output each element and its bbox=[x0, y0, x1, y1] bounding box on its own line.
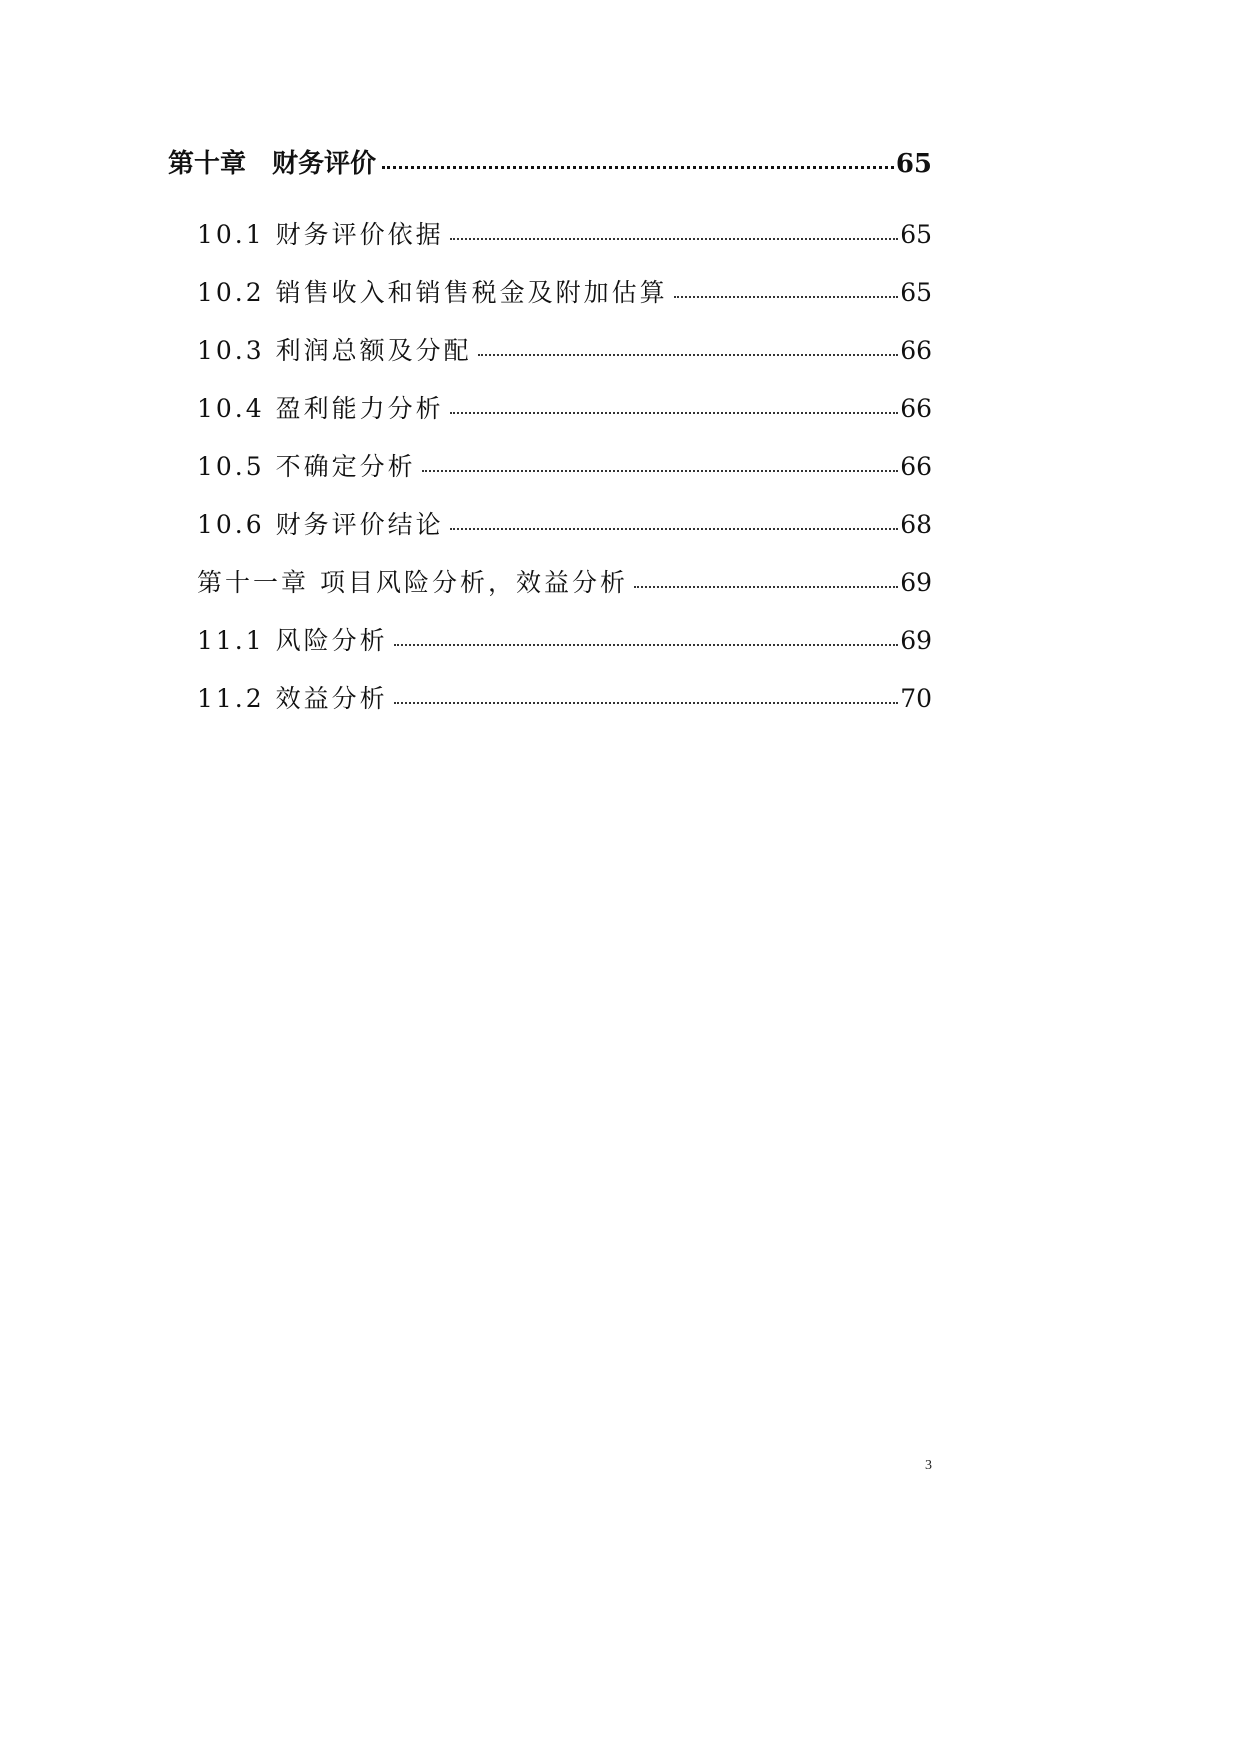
toc-dot-leader bbox=[478, 353, 899, 356]
toc-dot-leader bbox=[394, 643, 899, 646]
toc-entry-page: 70 bbox=[900, 684, 932, 713]
toc-entry-page: 65 bbox=[895, 149, 932, 179]
toc-dot-leader bbox=[382, 165, 894, 169]
toc-entry-page: 66 bbox=[900, 336, 932, 365]
toc-section-10-4[interactable] bbox=[197, 389, 932, 423]
toc-entry-page: 65 bbox=[900, 278, 932, 307]
toc-dot-leader bbox=[394, 701, 899, 704]
toc-section-11-1[interactable] bbox=[197, 621, 932, 655]
toc-entry-title: 11.2 效益分析 bbox=[197, 684, 388, 713]
toc-entry-title: 10.6 财务评价结论 bbox=[197, 510, 444, 539]
toc-entry-title: 10.2 销售收入和销售税金及附加估算 bbox=[197, 278, 668, 307]
toc-entry-page: 69 bbox=[900, 626, 932, 655]
toc-section-10-6[interactable] bbox=[197, 505, 932, 539]
toc-entry-page: 68 bbox=[900, 510, 932, 539]
toc-section-10-3[interactable] bbox=[197, 331, 932, 365]
toc-entry-title: 第十章 财务评价 bbox=[168, 149, 377, 179]
toc-section-10-1[interactable] bbox=[197, 215, 932, 249]
toc-entry-page: 66 bbox=[900, 452, 932, 481]
toc-chapter-11[interactable] bbox=[197, 563, 932, 597]
toc-dot-leader bbox=[422, 469, 899, 472]
toc-dot-leader bbox=[450, 527, 899, 530]
toc-entry-title: 10.5 不确定分析 bbox=[197, 452, 416, 481]
toc-entry-title: 11.1 风险分析 bbox=[197, 626, 388, 655]
toc-chapter-10[interactable] bbox=[168, 143, 932, 183]
toc-dot-leader bbox=[634, 585, 898, 588]
toc-entry-title: 10.4 盈利能力分析 bbox=[197, 394, 444, 423]
toc-section-11-2[interactable] bbox=[197, 679, 932, 713]
toc-section-10-2[interactable] bbox=[197, 273, 932, 307]
toc-dot-leader bbox=[674, 295, 899, 298]
toc-entry-page: 66 bbox=[900, 394, 932, 423]
toc-entry-page: 69 bbox=[900, 568, 932, 597]
toc-entry-title: 10.3 利润总额及分配 bbox=[197, 336, 472, 365]
toc-section-10-5[interactable] bbox=[197, 447, 932, 481]
toc-entry-page: 65 bbox=[900, 220, 932, 249]
toc-entry-title: 第十一章 项目风险分析，效益分析 bbox=[197, 568, 628, 597]
page-number: 3 bbox=[925, 1458, 932, 1473]
toc-entry-title: 10.1 财务评价依据 bbox=[197, 220, 444, 249]
toc-dot-leader bbox=[450, 237, 899, 240]
toc-dot-leader bbox=[450, 411, 899, 414]
